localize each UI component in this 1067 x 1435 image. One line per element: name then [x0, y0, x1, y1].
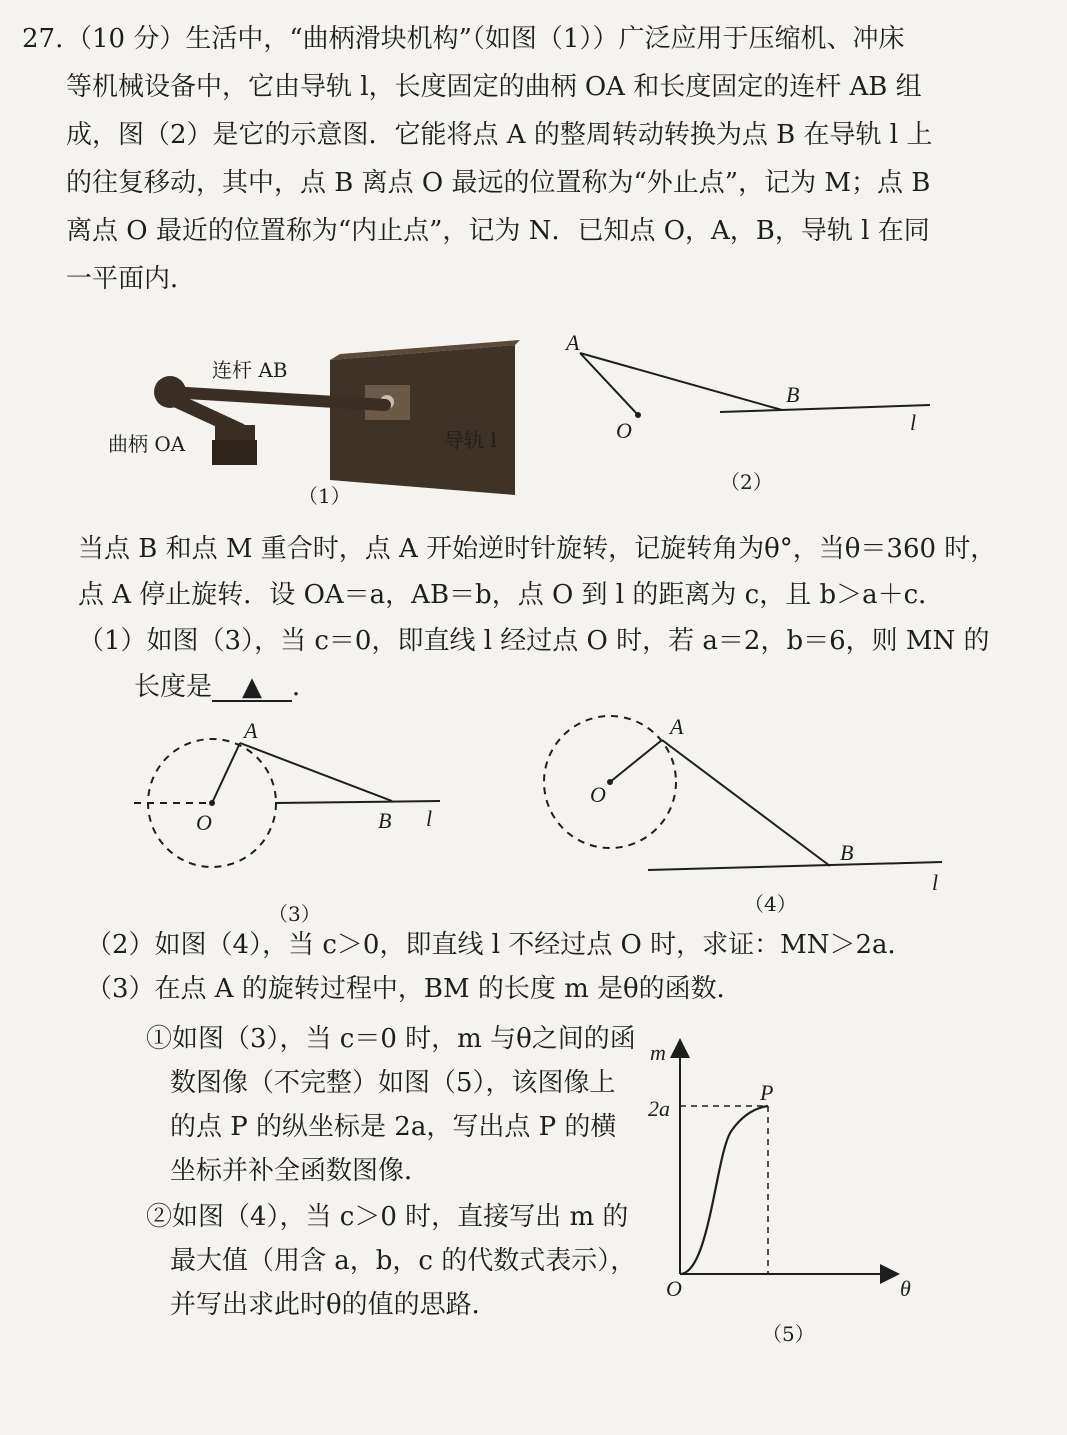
- fig5-x-label: θ: [900, 1276, 911, 1301]
- problem-line-3: 成，图（2）是它的示意图．它能将点 A 的整周转动转换为点 B 在导轨 l 上: [66, 120, 933, 150]
- setup-line-1: 当点 B 和点 M 重合时，点 A 开始逆时针旋转，记旋转角为θ°，当θ＝360 时，: [78, 534, 997, 564]
- caption-fig5: （5）: [762, 1322, 815, 1346]
- segment-ab: [240, 743, 392, 801]
- problem-number: 27.: [22, 24, 64, 54]
- question-3: （3）在点 A 的旋转过程中，BM 的长度 m 是θ的函数．: [86, 974, 743, 1004]
- segment-ab: [580, 353, 782, 410]
- caption-fig2: （2）: [720, 470, 773, 494]
- problem-line-2: 等机械设备中，它由导轨 l，长度固定的曲柄 OA 和长度固定的连杆 AB 组: [66, 72, 922, 102]
- figure-2-diagram: [560, 320, 960, 470]
- fig2-label-o: O: [616, 418, 632, 443]
- segment-ab: [662, 740, 830, 866]
- q3-sub1-line-1: ①如图（3），当 c＝0 时，m 与θ之间的函: [146, 1024, 636, 1054]
- label-crank: 曲柄 OA: [108, 432, 186, 456]
- fig3-label-l: l: [426, 806, 433, 831]
- caption-fig3: （3）: [268, 902, 321, 926]
- segment-oa: [580, 353, 638, 415]
- q1-prefix: 长度是: [134, 672, 213, 702]
- fig3-label-b: B: [378, 808, 392, 833]
- point-o: [209, 800, 215, 806]
- problem-line-5: 离点 O 最近的位置称为“内止点”，记为 N．已知点 O，A，B，导轨 l 在同: [66, 216, 930, 246]
- rail-l: [720, 405, 930, 412]
- rail-l: [648, 862, 942, 870]
- function-curve: [680, 1106, 768, 1274]
- segment-oa: [212, 743, 240, 803]
- fig3-label-o: O: [196, 810, 212, 835]
- answer-blank[interactable]: [212, 670, 292, 702]
- fig4-label-l: l: [932, 870, 939, 895]
- fig2-label-l: l: [910, 410, 917, 435]
- label-rail: 导轨 l: [444, 428, 497, 452]
- q3-sub2-line-1: ②如图（4），当 c＞0 时，直接写出 m 的: [146, 1202, 629, 1232]
- segment-oa: [610, 740, 662, 782]
- fig4-label-o: O: [590, 782, 606, 807]
- rail-l: [275, 801, 440, 803]
- crank-base: [212, 440, 257, 465]
- problem-line-4: 的往复移动，其中，点 B 离点 O 最远的位置称为“外止点”，记为 M；点 B: [66, 168, 931, 198]
- fig5-y-tick: 2a: [648, 1096, 670, 1121]
- figure-3-diagram: [120, 715, 460, 895]
- caption-fig1: （1）: [298, 484, 351, 508]
- fig3-label-a: A: [244, 718, 258, 743]
- point-o: [635, 412, 641, 418]
- q3-sub2-line-3: 并写出求此时θ的值的思路．: [170, 1290, 498, 1320]
- fig4-label-a: A: [670, 714, 684, 739]
- caption-fig4: （4）: [744, 892, 797, 916]
- question-1-line-2: [134, 670, 318, 704]
- problem-line-1: （10 分）生活中，“曲柄滑块机构”（如图（1））广泛应用于压缩机、冲床: [66, 24, 905, 54]
- fig4-label-b: B: [840, 840, 854, 865]
- q1-suffix: ．: [292, 672, 319, 702]
- question-2: （2）如图（4），当 c＞0，即直线 l 不经过点 O 时，求证：MN＞2a．: [86, 930, 914, 960]
- question-1-line-1: （1）如图（3），当 c＝0，即直线 l 经过点 O 时，若 a＝2，b＝6，则 MN 的: [78, 626, 990, 656]
- blank-triangle: ▲: [242, 672, 263, 702]
- fig5-point-label: P: [760, 1080, 774, 1105]
- label-rod: 连杆 AB: [212, 358, 288, 382]
- q3-sub1-line-4: 坐标并补全函数图像．: [170, 1156, 431, 1186]
- fig2-label-b: B: [786, 382, 800, 407]
- figure-5-graph: [640, 1030, 940, 1310]
- q3-sub2-line-2: 最大值（用含 a，b，c 的代数式表示），: [170, 1246, 637, 1276]
- setup-line-2: 点 A 停止旋转．设 OA＝a，AB＝b，点 O 到 l 的距离为 c，且 b＞a＋c．: [78, 580, 945, 610]
- q3-sub1-line-2: 数图像（不完整）如图（5），该图像上: [170, 1068, 616, 1098]
- point-o: [607, 779, 613, 785]
- fig5-origin-label: O: [666, 1276, 682, 1301]
- rail-block-front: [330, 345, 515, 495]
- problem-line-6: 一平面内．: [66, 264, 197, 294]
- fig2-label-a: A: [566, 330, 580, 355]
- fig5-y-label: m: [650, 1040, 666, 1065]
- q3-sub1-line-3: 的点 P 的纵坐标是 2a，写出点 P 的横: [170, 1112, 617, 1142]
